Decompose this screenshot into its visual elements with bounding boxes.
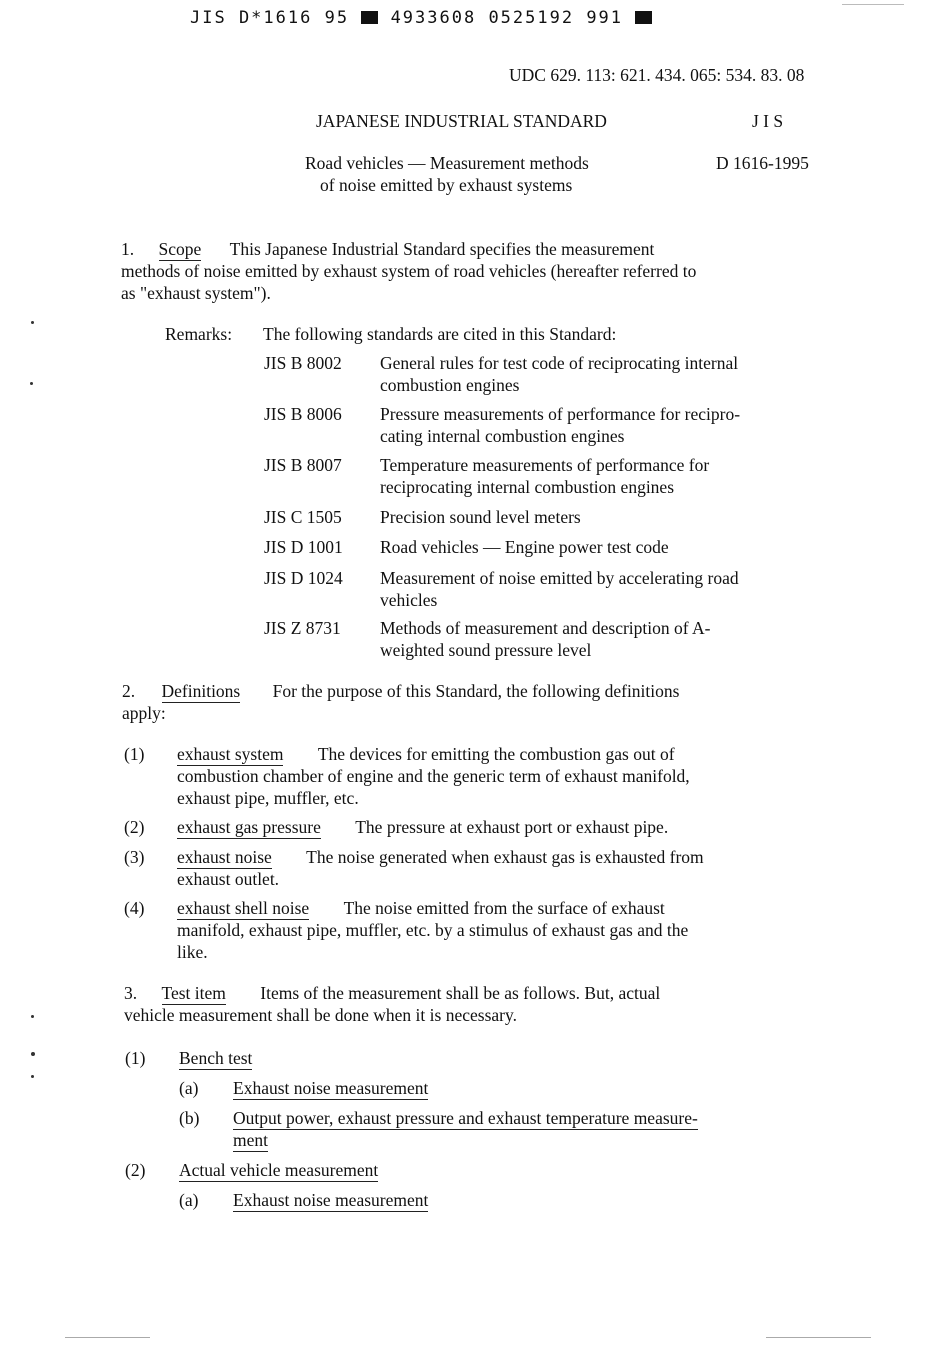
reference-desc-line: Temperature measurements of performance for [380,455,710,475]
definition-line: like. [177,942,208,962]
definition-term: exhaust noise [177,847,272,867]
reference-desc-line: Measurement of noise emitted by accelerating road [380,568,739,588]
standard-number: D 1616-1995 [716,153,809,173]
sub-item-label: Output power, exhaust pressure and exhaust temperature measure- [233,1108,698,1128]
section-number: 1. [121,239,135,259]
reference-desc-line: General rules for test code of reciprocating internal [380,353,739,373]
reference-code: JIS D 1001 [264,537,343,557]
reference-desc-line: Methods of measurement and description of A- [380,618,711,638]
sub-item-number: (b) [179,1108,200,1128]
definition-line: exhaust pipe, muffler, etc. [177,788,359,808]
reference-code: JIS D 1024 [264,568,343,588]
sub-item-label: ment [233,1130,268,1150]
scan-header-code [190,8,652,28]
reference-code: JIS C 1505 [264,507,342,527]
reference-desc-line: vehicles [380,590,438,610]
reference-code: JIS Z 8731 [264,618,341,638]
scan-speck [31,1075,34,1078]
scope-text-line: This Japanese Industrial Standard specifies the measurement [229,239,655,259]
definition-line: exhaust outlet. [177,869,280,889]
section-scope [121,238,841,304]
jis-mark: J I S [752,111,784,131]
sub-item-label: Exhaust noise measurement [233,1078,429,1098]
reference-desc-line: weighted sound pressure level [380,640,592,660]
reference-desc-line: Precision sound level meters [380,507,581,527]
item-number: (2) [124,817,145,837]
definition-item [124,743,844,809]
definition-line: manifold, exhaust pipe, muffler, etc. by a stimulus of exhaust gas and the [177,920,689,940]
definition-term: exhaust system [177,744,284,764]
group-label: Actual vehicle measurement [179,1160,379,1180]
group-number: (1) [125,1048,146,1068]
remarks-label: Remarks: [165,324,233,344]
definition-term: exhaust shell noise [177,898,310,918]
scan-code-part1: JIS D*1616 95 [190,8,350,28]
item-number: (1) [124,744,145,764]
section-number: 2. [122,681,136,701]
sub-item-number: (a) [179,1190,199,1210]
black-block-icon [361,11,378,24]
reference-code: JIS B 8007 [264,455,342,475]
definition-line: The pressure at exhaust port or exhaust pipe. [355,817,669,837]
reference-code: JIS B 8006 [264,404,342,424]
group-label: Bench test [179,1048,253,1068]
item-number: (4) [124,898,145,918]
reference-desc-line: combustion engines [380,375,520,395]
scan-artifact-rule [65,1337,150,1338]
reference-desc-line: cating internal combustion engines [380,426,625,446]
scan-speck [30,382,33,385]
group-number: (2) [125,1160,146,1180]
definitions-text-line: apply: [122,703,166,723]
title-line-2: of noise emitted by exhaust systems [320,175,573,195]
section-heading: Test item [161,983,226,1003]
definition-item [124,846,844,890]
standard-type: JAPANESE INDUSTRIAL STANDARD [316,111,607,131]
reference-desc-line: Pressure measurements of performance for recipro- [380,404,741,424]
section-heading: Definitions [161,681,241,701]
test-item-text-line: Items of the measurement shall be as follows. But, actual [260,983,661,1003]
sub-item-number: (a) [179,1078,199,1098]
reference-desc-line: Road vehicles — Engine power test code [380,537,669,557]
definition-line: The noise emitted from the surface of exhaust [343,898,665,918]
definition-line: combustion chamber of engine and the generic term of exhaust manifold, [177,766,690,786]
remarks-intro: The following standards are cited in this Standard: [263,324,617,344]
scan-artifact-rule [766,1337,871,1338]
definition-item [124,816,844,838]
test-item-text-line: vehicle measurement shall be done when it is necessary. [124,1005,517,1025]
scan-code-part2: 4933608 0525192 991 [390,8,624,28]
definition-term: exhaust gas pressure [177,817,321,837]
udc-code: UDC 629. 113: 621. 434. 065: 534. 83. 08 [509,65,805,85]
title-line-1: Road vehicles — Measurement methods [305,153,589,173]
definition-line: The noise generated when exhaust gas is exhausted from [306,847,704,867]
scope-text-line: methods of noise emitted by exhaust system of road vehicles (hereafter referred to [121,261,697,281]
scan-speck [31,1052,35,1056]
section-heading: Scope [158,239,202,259]
sub-item-label: Exhaust noise measurement [233,1190,429,1210]
scan-artifact-rule [842,4,904,5]
reference-code: JIS B 8002 [264,353,342,373]
definition-item [124,897,844,963]
scan-speck [31,321,34,324]
reference-desc-line: reciprocating internal combustion engines [380,477,675,497]
scope-text-line: as "exhaust system"). [121,283,271,303]
section-test-item [124,982,844,1026]
definitions-text-line: For the purpose of this Standard, the following definitions [272,681,680,701]
black-block-icon [635,11,652,24]
item-number: (3) [124,847,145,867]
definition-line: The devices for emitting the combustion gas out of [317,744,675,764]
section-number: 3. [124,983,138,1003]
section-definitions [122,680,842,724]
scan-speck [31,1015,34,1018]
